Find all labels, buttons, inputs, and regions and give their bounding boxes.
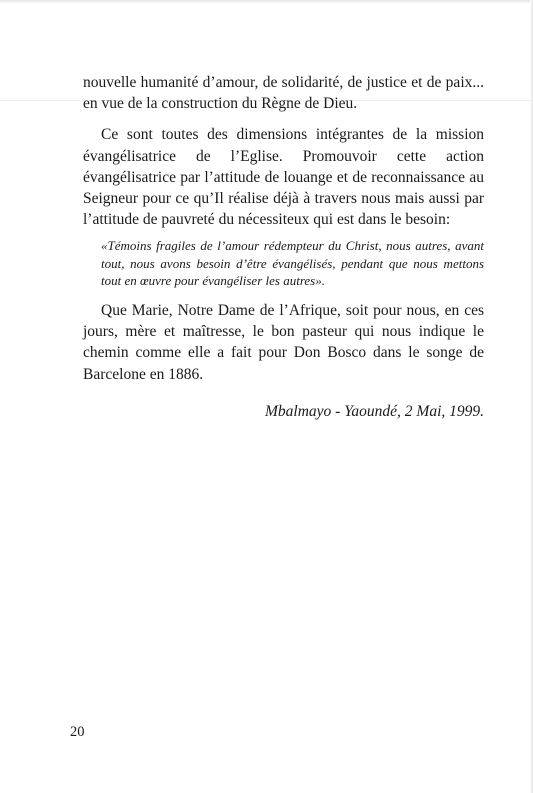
paragraph-marie: Que Marie, Notre Dame de l’Afrique, soit pour nous, en ces jours, mère et maîtresse, le bon pasteur qui nous indique le chemin comme elle a fait pour Don Bosco dans le songe de Barcelone en 1886. bbox=[83, 301, 484, 383]
paragraph-continuation: nouvelle humanité d’amour, de solidarité, de justice et de paix... en vue de la construction du Règne de Dieu. bbox=[83, 74, 484, 113]
italic-quote: «Témoins fragiles de l’amour rédempteur du Christ, nous autres, avant tout, nous avons besoin d’être évangélisés, pendant que nous mettons tout en œuvre pour évangéliser les autres». bbox=[101, 238, 484, 289]
scan-edge-top bbox=[0, 0, 533, 4]
paragraph-mission: Ce sont toutes des dimensions intégrantes de la mission évangélisatrice de l’Eglise. Promouvoir cette action évangélisatrice par l’attitude de louange et de reconnaissance au Seigneur pour ce qu’Il réalise déjà à travers nous mais aussi par l’attitude de pauvreté du nécessiteux qui est dans le besoin: bbox=[83, 126, 484, 229]
place-date-signature: Mbalmayo - Yaoundé, 2 Mai, 1999. bbox=[265, 402, 484, 420]
page-body bbox=[83, 72, 484, 422]
page-number: 20 bbox=[70, 724, 85, 740]
